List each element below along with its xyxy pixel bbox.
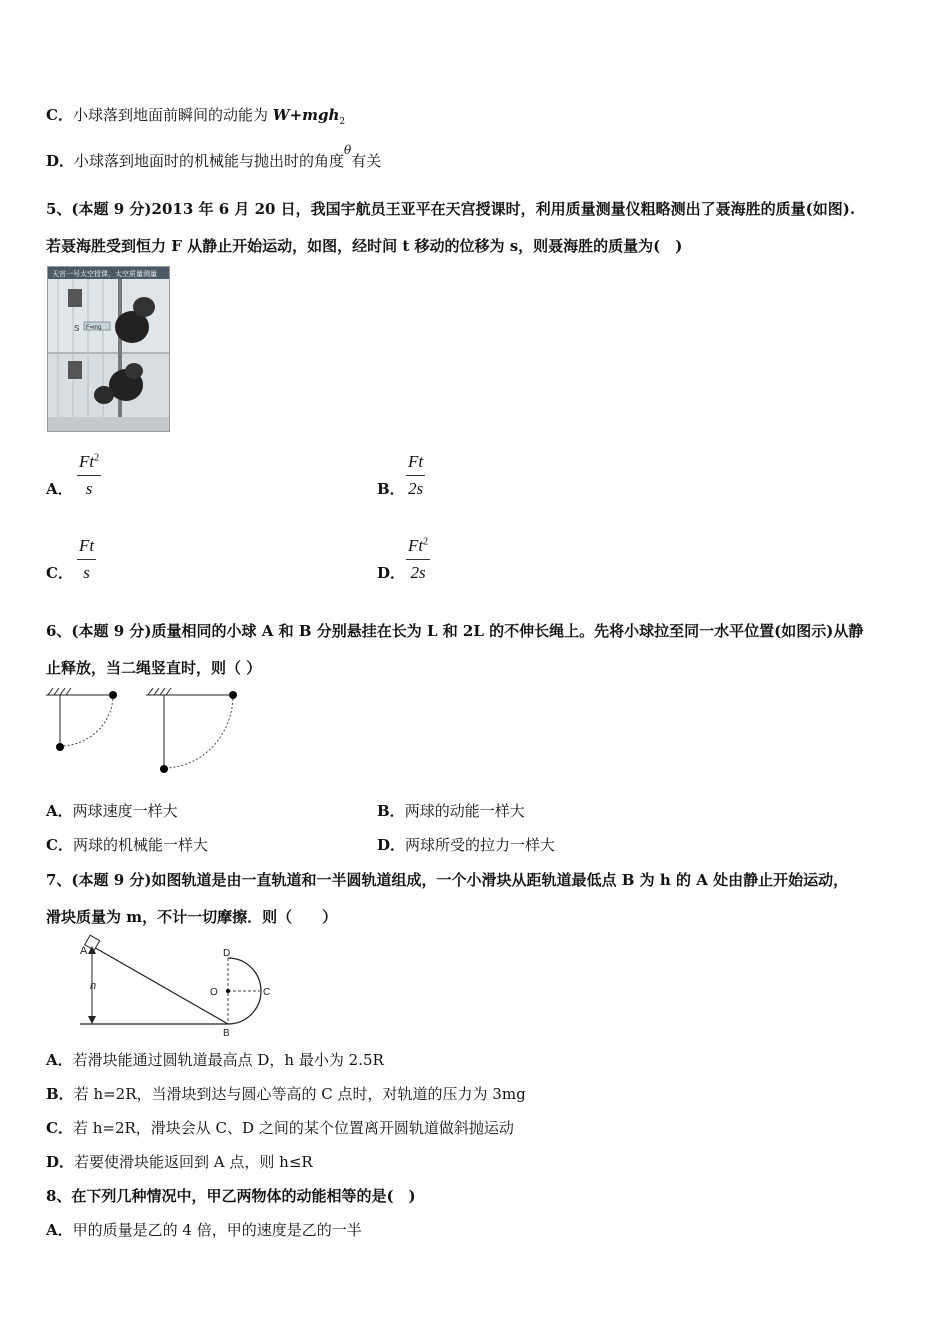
- label-a: A: [80, 945, 88, 957]
- q8-stem: 8、在下列几种情况中，甲乙两物体的动能相等的是( ): [46, 1187, 416, 1205]
- q7-option-b: [46, 1083, 526, 1104]
- option-text: 两球速度一样大: [72, 802, 178, 820]
- astronaut-photo-illustration: [48, 267, 169, 431]
- numerator: Ft: [79, 452, 95, 471]
- q5-option-c-fraction: [77, 536, 96, 583]
- q6-stem-line1: 6、(本题 9 分)质量相同的小球 A 和 B 分别悬挂在长为 L 和 2L 的不伸长绳上。先将小球拉至同一水平位置(如图示)从静: [46, 622, 864, 640]
- option-label: A．: [46, 1051, 73, 1069]
- option-text: 两球的动能一样大: [404, 802, 525, 820]
- option-label: B．: [46, 1085, 74, 1103]
- q5-stem-line2: 若聂海胜受到恒力 F 从静止开始运动，如图，经时间 t 移动的位移为 s，则聂海胜的质量为( ): [46, 237, 683, 255]
- exponent: 2: [423, 536, 429, 548]
- option-label: D．: [377, 836, 406, 854]
- q7-stem-line1: 7、(本题 9 分)如图轨道是由一直轨道和一半圆轨道组成，一个小滑块从距轨道最低点 B 为 h 的 A 处由静止开始运动，: [46, 871, 849, 889]
- numerator: Ft: [408, 536, 424, 555]
- q5-option-d-label: D．: [377, 564, 406, 582]
- q6-option-d: [377, 834, 555, 855]
- q5-option-b-label: B．: [377, 480, 405, 498]
- q6-option-c: [46, 834, 208, 855]
- q5-option-a-label: A．: [46, 480, 73, 498]
- pendulum-diagram: [40, 684, 250, 779]
- q6-option-b: [377, 800, 525, 821]
- option-label: D．: [46, 152, 75, 170]
- q4-option-c: [46, 104, 345, 127]
- denominator: 2s: [406, 559, 430, 583]
- option-label: D．: [46, 1153, 75, 1171]
- denominator: s: [77, 475, 101, 499]
- exponent: 2: [94, 452, 100, 464]
- option-text: 若滑块能通过圆轨道最高点 D，h 最小为 2.5R: [72, 1051, 384, 1069]
- track-diagram: [70, 934, 280, 1040]
- option-text: 甲的质量是乙的 4 倍，甲的速度是乙的一半: [72, 1221, 362, 1239]
- option-label: A．: [46, 1221, 73, 1239]
- label-o: O: [210, 987, 218, 998]
- q7-stem-line2: 滑块质量为 m，不计一切摩擦．则（ ）: [46, 908, 338, 926]
- theta-symbol: θ: [344, 143, 352, 157]
- q5-option-d-fraction: [406, 536, 430, 583]
- label-d: D: [223, 948, 231, 959]
- formula: W+mgh: [272, 106, 340, 124]
- formula-subscript: 2: [339, 117, 346, 127]
- label-h: h: [90, 980, 97, 992]
- q5-photo: [47, 266, 170, 432]
- option-text: 两球的机械能一样大: [72, 836, 208, 854]
- numerator: Ft: [79, 536, 95, 555]
- option-label: B．: [377, 802, 405, 820]
- option-tail: 有关: [351, 152, 382, 170]
- option-text: 小球落到地面时的机械能与抛出时的角度: [74, 152, 345, 170]
- q6-stem-line2: 止释放，当二绳竖直时，则（ ）: [46, 659, 262, 677]
- option-label: C．: [46, 836, 73, 854]
- option-text: 两球所受的拉力一样大: [405, 836, 556, 854]
- q4-option-d: [46, 143, 382, 171]
- option-label: C．: [46, 106, 73, 124]
- label-b: B: [223, 1028, 230, 1039]
- q7-option-d: [46, 1151, 313, 1172]
- denominator: s: [77, 559, 96, 583]
- q5-option-c-label: C．: [46, 564, 73, 582]
- q7-option-c: [46, 1117, 514, 1138]
- q7-option-a: [46, 1049, 384, 1070]
- q6-option-a: [46, 800, 178, 821]
- numerator: Ft: [408, 452, 424, 471]
- q8-option-a: [46, 1219, 362, 1240]
- q5-option-b-fraction: [406, 452, 425, 499]
- option-text: 若 h=2R，滑块会从 C、D 之间的某个位置离开圆轨道做斜抛运动: [72, 1119, 514, 1137]
- photo-caption: 天宫一号太空授课，太空质量测量: [52, 271, 157, 278]
- option-text: 若要使滑块能返回到 A 点，则 h≤R: [74, 1153, 313, 1171]
- label-c: C: [263, 987, 271, 998]
- q5-stem-line1: 5、(本题 9 分)2013 年 6 月 20 日，我国宇航员王亚平在天宫授课时，利用质量测量仪粗略测出了聂海胜的质量(如图).: [46, 200, 856, 218]
- option-label: A．: [46, 802, 73, 820]
- force-label: F=mg: [86, 325, 102, 331]
- option-label: C．: [46, 1119, 73, 1137]
- q5-option-a-fraction: [77, 452, 101, 499]
- option-text: 若 h=2R，当滑块到达与圆心等高的 C 点时，对轨道的压力为 3mg: [73, 1085, 526, 1103]
- denominator: 2s: [406, 475, 425, 499]
- displacement-label: S: [74, 324, 80, 333]
- option-text: 小球落到地面前瞬间的动能为: [72, 106, 273, 124]
